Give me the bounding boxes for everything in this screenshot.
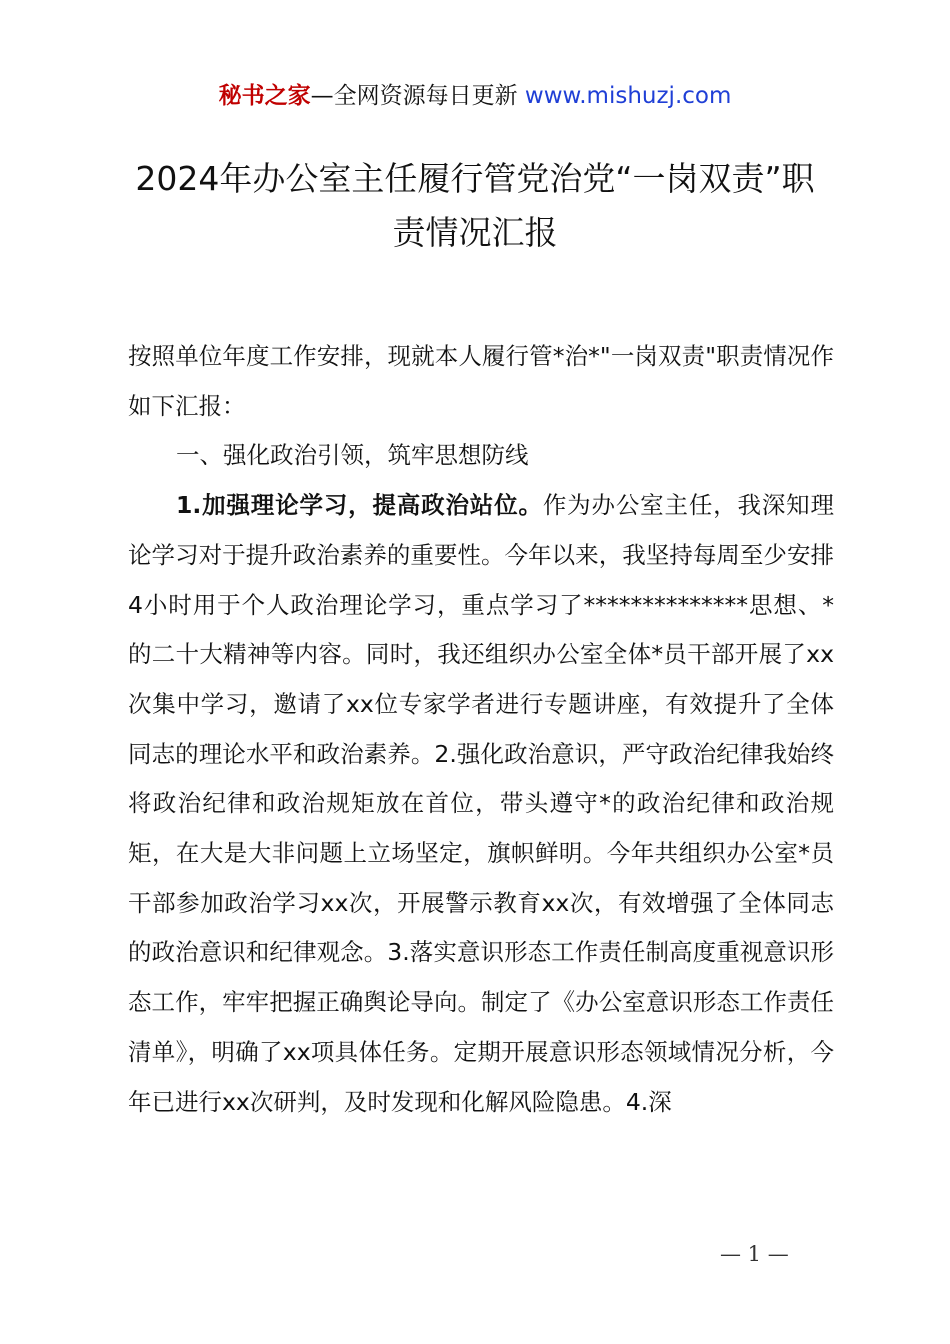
site-brand[interactable]: 秘书之家 xyxy=(218,83,311,109)
page-number: — 1 — xyxy=(720,1242,789,1266)
site-header xyxy=(0,80,950,112)
paragraph-body: 作为办公室主任，我深知理论学习对于提升政治素养的重要性。今年以来，我坚持每周至少安排4小时用于个人政治理论学习，重点学习了**************思想、*的二十大精神等内容。同时，我还组织办公室全体*员干部开展了xx次集中学习，邀请了xx位专家学者进行专题讲座，有效提升了全体同志的理论水平和政治素养。2.强化政治意识，严守政治纪律我始终将政治纪律和政治规矩放在首位，带头遵守*的政治纪律和政治规矩，在大是大非问题上立场坚定，旗帜鲜明。今年共组织办公室*员干部参加政治学习xx次，开展警示教育xx次，有效增强了全体同志的政治意识和纪律观念。3.落实意识形态工作责任制高度重视意识形态工作，牢牢把握正确舆论导向。制定了《办公室意识形态工作责任清单》，明确了xx项具体任务。定期开展意识形态领域情况分析，今年已进行xx次研判，及时发现和化解风险隐患。4.深 xyxy=(128,491,835,1116)
site-tagline: —全网资源每日更新 xyxy=(310,83,525,109)
paragraph-lead: 1.加强理论学习，提高政治站位。 xyxy=(176,491,543,520)
intro-paragraph: 按照单位年度工作安排，现就本人履行管*治*"一岗双责"职责情况作如下汇报： xyxy=(128,342,834,420)
section-paragraph xyxy=(128,481,834,1127)
section-heading: 一、强化政治引领，筑牢思想防线 xyxy=(176,441,529,470)
document-body xyxy=(128,332,834,1127)
site-url-link[interactable]: www.mishuzj.com xyxy=(524,83,732,109)
document-title: 2024年办公室主任履行管党治党“一岗双责”职责情况汇报 xyxy=(135,159,815,252)
